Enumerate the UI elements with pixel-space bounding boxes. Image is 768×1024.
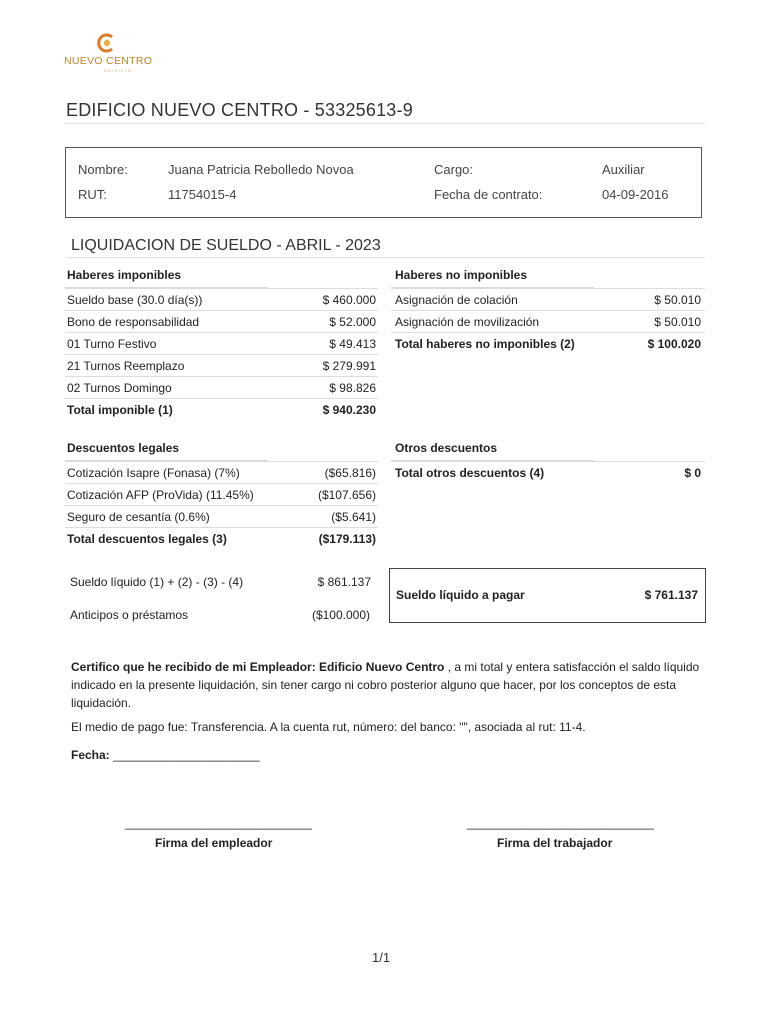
row-value: ($107.656) bbox=[317, 488, 376, 502]
total-label: Total haberes no imponibles (2) bbox=[395, 337, 575, 351]
haberes-imponibles-title: Haberes imponibles bbox=[67, 268, 182, 282]
total-value: $ 100.020 bbox=[647, 337, 701, 351]
anticipos-value: ($100.000) bbox=[311, 608, 370, 622]
logo-subtext: EDIFICIO bbox=[104, 68, 133, 73]
row-label: Cotización AFP (ProVida) (11.45%) bbox=[67, 488, 254, 502]
row-label: 21 Turnos Reemplazo bbox=[67, 359, 185, 373]
firma-empleador-label: Firma del empleador bbox=[155, 836, 273, 850]
title-divider bbox=[64, 123, 705, 124]
fecha-line bbox=[71, 748, 260, 762]
fecha-contrato-label: Fecha de contrato: bbox=[434, 187, 543, 202]
sueldo-a-pagar-label: Sueldo líquido a pagar bbox=[396, 588, 525, 602]
logo-text: NUEVO CENTRO bbox=[64, 55, 153, 67]
row-value: ($65.816) bbox=[324, 466, 376, 480]
sueldo-liquido-label: Sueldo líquido (1) + (2) - (3) - (4) bbox=[70, 575, 244, 589]
company-logo bbox=[64, 30, 154, 76]
table-row bbox=[65, 461, 378, 482]
table-row bbox=[65, 354, 378, 375]
certification-bold: Certifico que he recibido de mi Empleador: Edificio Nuevo Centro bbox=[71, 660, 445, 674]
row-label: Seguro de cesantía (0.6%) bbox=[67, 510, 210, 524]
total-value: $ 0 bbox=[684, 466, 701, 480]
row-label: Cotización Isapre (Fonasa) (7%) bbox=[67, 466, 240, 480]
table-row bbox=[65, 505, 378, 526]
total-row bbox=[391, 332, 705, 353]
row-value: $ 49.413 bbox=[329, 337, 376, 351]
cargo-value: Auxiliar bbox=[602, 162, 645, 177]
otros-descuentos-title: Otros descuentos bbox=[395, 441, 498, 455]
row-label: Sueldo base (30.0 día(s)) bbox=[67, 293, 203, 307]
sueldo-liquido-value: $ 861.137 bbox=[317, 575, 371, 589]
nombre-label: Nombre: bbox=[78, 162, 128, 177]
total-label: Total descuentos legales (3) bbox=[67, 532, 227, 546]
liquidacion-title: LIQUIDACION DE SUELDO - ABRIL - 2023 bbox=[71, 237, 381, 254]
total-label: Total imponible (1) bbox=[67, 403, 173, 417]
table-row bbox=[65, 376, 378, 397]
liquidacion-divider bbox=[66, 257, 705, 258]
row-value: $ 52.000 bbox=[329, 315, 376, 329]
total-row bbox=[65, 398, 378, 419]
total-row bbox=[391, 461, 705, 482]
logo-mark-icon bbox=[96, 32, 118, 54]
anticipos-label: Anticipos o préstamos bbox=[70, 608, 189, 622]
descuentos-legales-title: Descuentos legales bbox=[67, 441, 180, 455]
row-label: Asignación de colación bbox=[395, 293, 518, 307]
table-row bbox=[65, 483, 378, 504]
page-number: 1/1 bbox=[372, 950, 391, 965]
total-label: Total otros descuentos (4) bbox=[395, 466, 545, 480]
signature-line-empleador: ____________________________ bbox=[125, 816, 312, 830]
firma-trabajador-label: Firma del trabajador bbox=[497, 836, 613, 850]
sueldo-a-pagar-box bbox=[389, 568, 706, 623]
signature-line-trabajador: ____________________________ bbox=[467, 816, 654, 830]
total-row bbox=[65, 527, 378, 548]
fecha-contrato-value: 04-09-2016 bbox=[602, 187, 669, 202]
row-label: 01 Turno Festivo bbox=[67, 337, 157, 351]
row-value: $ 460.000 bbox=[322, 293, 376, 307]
rut-label: RUT: bbox=[78, 187, 107, 202]
row-value: $ 50.010 bbox=[654, 315, 701, 329]
row-value: $ 50.010 bbox=[654, 293, 701, 307]
rut-value: 11754015-4 bbox=[168, 187, 237, 202]
nombre-value: Juana Patricia Rebolledo Novoa bbox=[168, 162, 354, 177]
fecha-blank: ______________________ bbox=[109, 748, 260, 762]
certification-paragraph bbox=[71, 658, 707, 712]
row-value: $ 98.826 bbox=[329, 381, 376, 395]
row-label: Bono de responsabilidad bbox=[67, 315, 200, 329]
sueldo-a-pagar-value: $ 761.137 bbox=[644, 588, 698, 602]
table-row bbox=[65, 310, 378, 331]
table-row bbox=[65, 288, 378, 309]
table-row bbox=[391, 310, 705, 331]
total-value: ($179.113) bbox=[318, 532, 376, 546]
row-label: 02 Turnos Domingo bbox=[67, 381, 172, 395]
certification-text: , a mi total y entera satisfacción el saldo líquido indicado en la presente liquidación, sin tener cargo ni cobro posterior alguno que hacer, por los conceptos de esta liquidación. bbox=[71, 660, 700, 710]
total-value: $ 940.230 bbox=[322, 403, 376, 417]
table-row bbox=[65, 332, 378, 353]
payment-method-line: El medio de pago fue: Transferencia. A la cuenta rut, número: del banco: "", asociada al rut: 11-4. bbox=[71, 720, 586, 734]
row-value: ($5.641) bbox=[331, 510, 376, 524]
table-row bbox=[391, 288, 705, 309]
haberes-no-imponibles-title: Haberes no imponibles bbox=[395, 268, 528, 282]
row-value: $ 279.991 bbox=[322, 359, 376, 373]
employee-info-box bbox=[65, 147, 702, 218]
row-label: Asignación de movilización bbox=[395, 315, 540, 329]
cargo-label: Cargo: bbox=[434, 162, 474, 177]
fecha-label: Fecha: bbox=[71, 748, 110, 762]
document-title: EDIFICIO NUEVO CENTRO - 53325613-9 bbox=[66, 100, 413, 120]
